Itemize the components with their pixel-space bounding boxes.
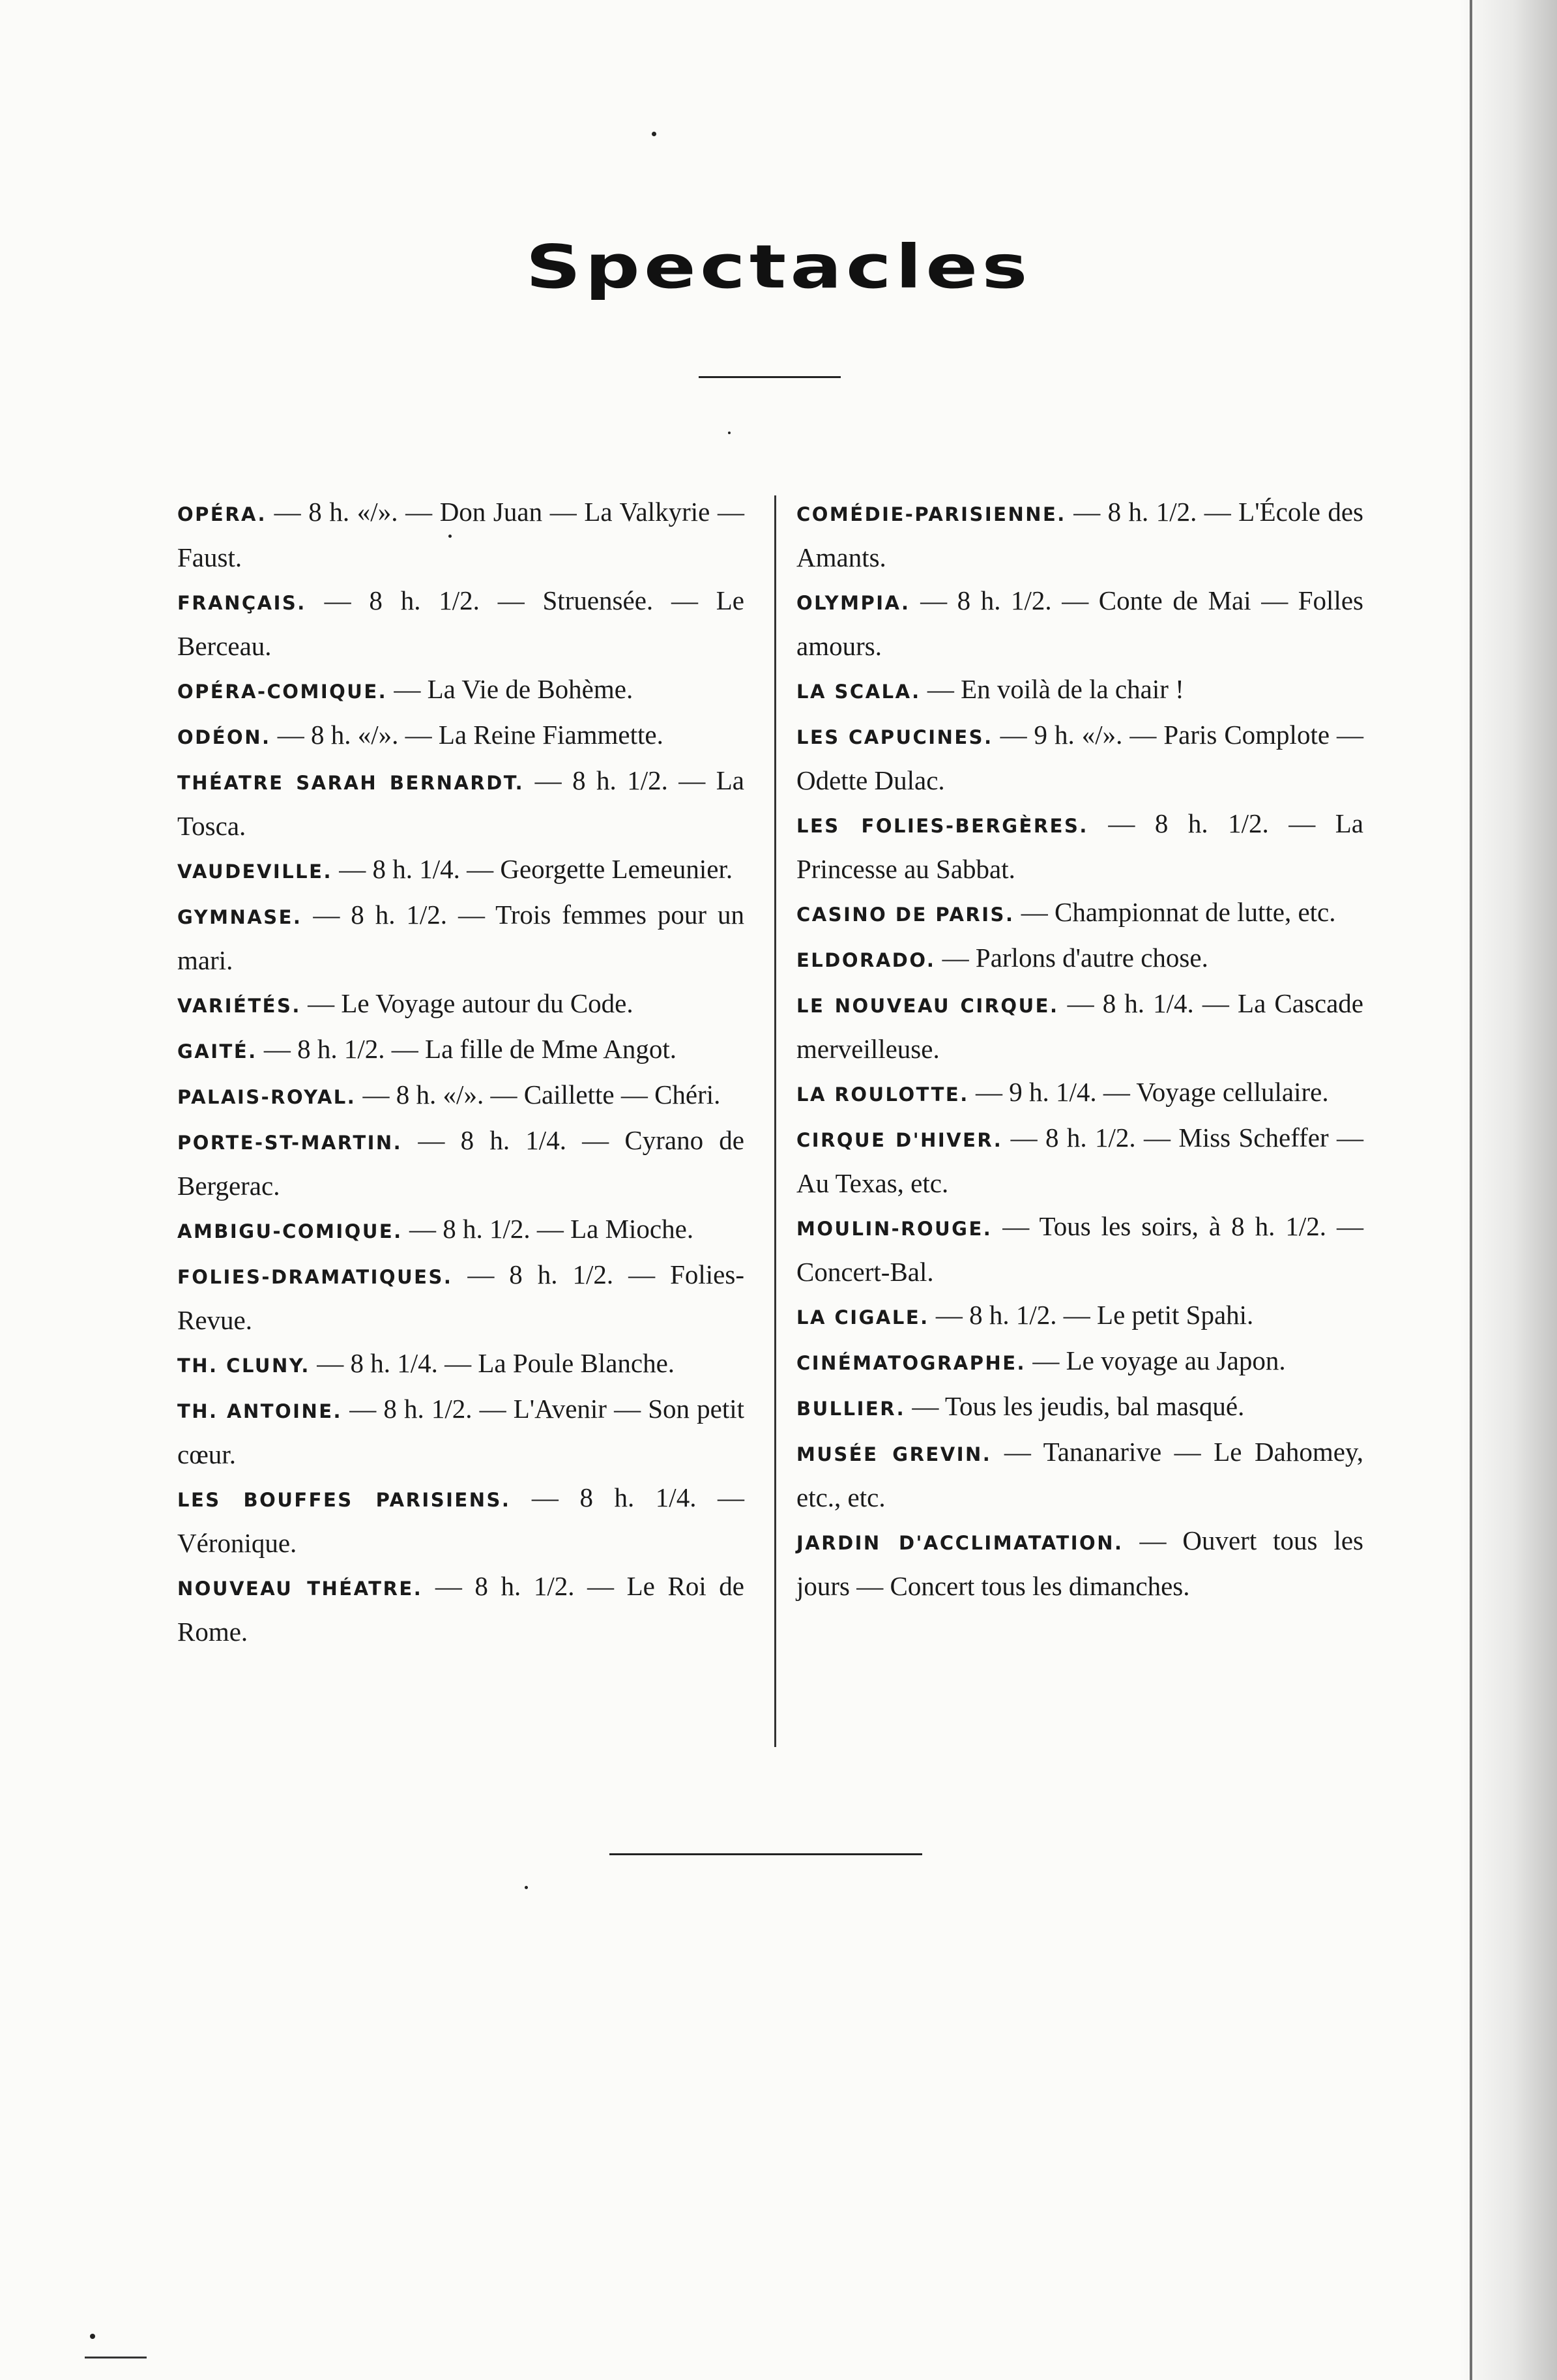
venue-name: MUSÉE GREVIN. [796,1443,992,1465]
venue-name: VAUDEVILLE. [177,860,332,883]
listing-details: — 8 h. 1/2. — Miss Scheffer — Au Texas, etc. [796,1123,1363,1198]
listing-details: — 8 h. 1/2. — Struensée. — Le Berceau. [177,585,744,661]
listing-details: — 8 h. 1/2. — Folies-Revue. [177,1259,744,1335]
listing-details: — Le Voyage autour du Code. [300,988,633,1018]
listing-entry [796,1070,1363,1116]
listing-details: — 8 h. «/». — La Reine Fiammette. [270,720,663,750]
venue-name: NOUVEAU THÉATRE. [177,1578,423,1600]
listing-details: — 9 h. «/». — Paris Complote — Odette Dulac. [796,720,1364,795]
listing-entry [796,1205,1363,1293]
listing-entry [796,490,1363,579]
page-edge-shadow [1459,0,1557,2380]
venue-name: MOULIN-ROUGE. [796,1218,993,1240]
listing-entry [177,1476,744,1565]
listing-entry [177,893,744,982]
venue-name: THÉATRE SARAH BERNARDT. [177,772,525,794]
listing-entry [177,1027,744,1073]
venue-name: TH. ANTOINE. [177,1400,343,1422]
listing-details: — Parlons d'autre chose. [935,943,1208,973]
listing-details: — 8 h. 1/4. — Georgette Lemeunier. [332,854,733,884]
listing-details: — 9 h. 1/4. — Voyage cellulaire. [968,1077,1329,1107]
speck-mark [652,132,656,136]
venue-name: AMBIGU-COMIQUE. [177,1220,403,1242]
venue-name: LA ROULOTTE. [796,1083,969,1106]
venue-name: LE NOUVEAU CIRQUE. [796,995,1059,1017]
listing-details: — 8 h. 1/4. — La Poule Blanche. [310,1348,675,1378]
listing-details: — 8 h. 1/2. — La Princesse au Sabbat. [796,808,1363,884]
listing-entry [177,759,744,847]
listing-details: — En voilà de la chair ! [920,674,1184,704]
listing-entry [177,982,744,1027]
listing-details: — 8 h. «/». — Don Juan — La Valkyrie — Faust. [177,497,744,572]
listing-entry [796,713,1363,802]
listing-details: — 8 h. 1/2. — Trois femmes pour un mari. [177,900,744,975]
listing-entry [796,1385,1363,1430]
listing-entry [796,1519,1363,1608]
venue-name: LA CIGALE. [796,1306,929,1329]
venue-name: JARDIN D'ACCLIMATATION. [796,1532,1124,1554]
speck-mark [90,2334,95,2339]
listing-entry [796,1339,1363,1385]
listing-entry [796,1430,1363,1519]
venue-name: OLYMPIA. [796,592,910,614]
listing-details: — Championnat de lutte, etc. [1014,897,1336,927]
left-column [177,490,744,1653]
venue-name: CINÉMATOGRAPHE. [796,1352,1026,1374]
listing-details: — Tananarive — Le Dahomey, etc., etc. [796,1437,1363,1512]
listing-entry [177,1119,744,1207]
listing-entry [177,668,744,713]
listing-details: — Tous les soirs, à 8 h. 1/2. — Concert-Bal. [796,1211,1363,1287]
listing-details: — 8 h. 1/2. — Le Roi de Rome. [177,1571,744,1647]
listing-entry [796,982,1363,1070]
venue-name: ELDORADO. [796,949,936,971]
venue-name: COMÉDIE-PARISIENNE. [796,503,1066,525]
listing-entry [177,1207,744,1253]
venue-name: LES BOUFFES PARISIENS. [177,1489,511,1511]
listing-details: — La Vie de Bohème. [387,674,633,704]
title-rule [699,376,841,378]
venue-name: TH. CLUNY. [177,1355,310,1377]
listing-details: — 8 h. 1/2. — L'Avenir — Son petit cœur. [177,1394,744,1469]
listing-details: — 8 h. 1/4. — Véronique. [177,1482,744,1558]
venue-name: FRANÇAIS. [177,592,306,614]
speck-mark [525,1886,528,1889]
listing-details: — Ouvert tous les jours — Concert tous les dimanches. [796,1525,1363,1601]
venue-name: CASINO DE PARIS. [796,904,1015,926]
listing-entry [177,1565,744,1653]
listing-entry [796,579,1363,668]
listing-details: — Le voyage au Japon. [1026,1345,1286,1375]
listing-entry [177,847,744,893]
listing-details: — Tous les jeudis, bal masqué. [905,1391,1245,1421]
listing-details: — 8 h. 1/2. — La Tosca. [177,765,744,841]
page-edge-line [1470,0,1472,2380]
right-column [796,490,1363,1608]
speck-mark [448,535,452,538]
column-divider [774,495,776,1747]
footer-rule [609,1853,922,1855]
venue-name: VARIÉTÉS. [177,995,301,1017]
venue-name: CIRQUE D'HIVER. [796,1129,1003,1151]
listing-details: — 8 h. 1/4. — Cyrano de Bergerac. [177,1125,744,1201]
listing-entry [796,1293,1363,1339]
listing-details: — 8 h. 1/2. — L'École des Amants. [796,497,1363,572]
listing-entry [177,1342,744,1387]
listing-entry [796,936,1363,982]
listing-entry [796,1116,1363,1205]
listing-entry [177,713,744,759]
listing-entry [177,1387,744,1476]
bottom-edge-mark [85,2357,147,2358]
page-title: Spectacles [525,231,1032,302]
listing-entry [177,1253,744,1342]
listing-details: — 8 h. 1/2. — La fille de Mme Angot. [257,1034,677,1064]
venue-name: GAITÉ. [177,1040,257,1063]
venue-name: FOLIES-DRAMATIQUES. [177,1266,453,1288]
listing-details: — 8 h. 1/2. — La Mioche. [402,1214,694,1244]
venue-name: OPÉRA-COMIQUE. [177,681,388,703]
venue-name: LES CAPUCINES. [796,726,993,748]
venue-name: ODÉON. [177,726,271,748]
venue-name: PORTE-ST-MARTIN. [177,1132,403,1154]
listing-details: — 8 h. 1/2. — Conte de Mai — Folles amours. [796,585,1363,661]
venue-name: BULLIER. [796,1398,906,1420]
listing-details: — 8 h. 1/4. — La Cascade merveilleuse. [796,988,1363,1064]
venue-name: LA SCALA. [796,681,921,703]
listing-entry [177,579,744,668]
venue-name: PALAIS-ROYAL. [177,1086,357,1108]
listing-entry [177,490,744,579]
listing-entry [796,890,1363,936]
venue-name: GYMNASE. [177,906,302,928]
speck-mark [728,432,731,434]
listing-details: — 8 h. 1/2. — Le petit Spahi. [929,1300,1254,1330]
listing-details: — 8 h. «/». — Caillette — Chéri. [356,1080,721,1109]
venue-name: LES FOLIES-BERGÈRES. [796,815,1088,837]
venue-name: OPÉRA. [177,503,267,525]
listing-entry [177,1073,744,1119]
listing-entry [796,802,1363,890]
listing-entry [796,668,1363,713]
